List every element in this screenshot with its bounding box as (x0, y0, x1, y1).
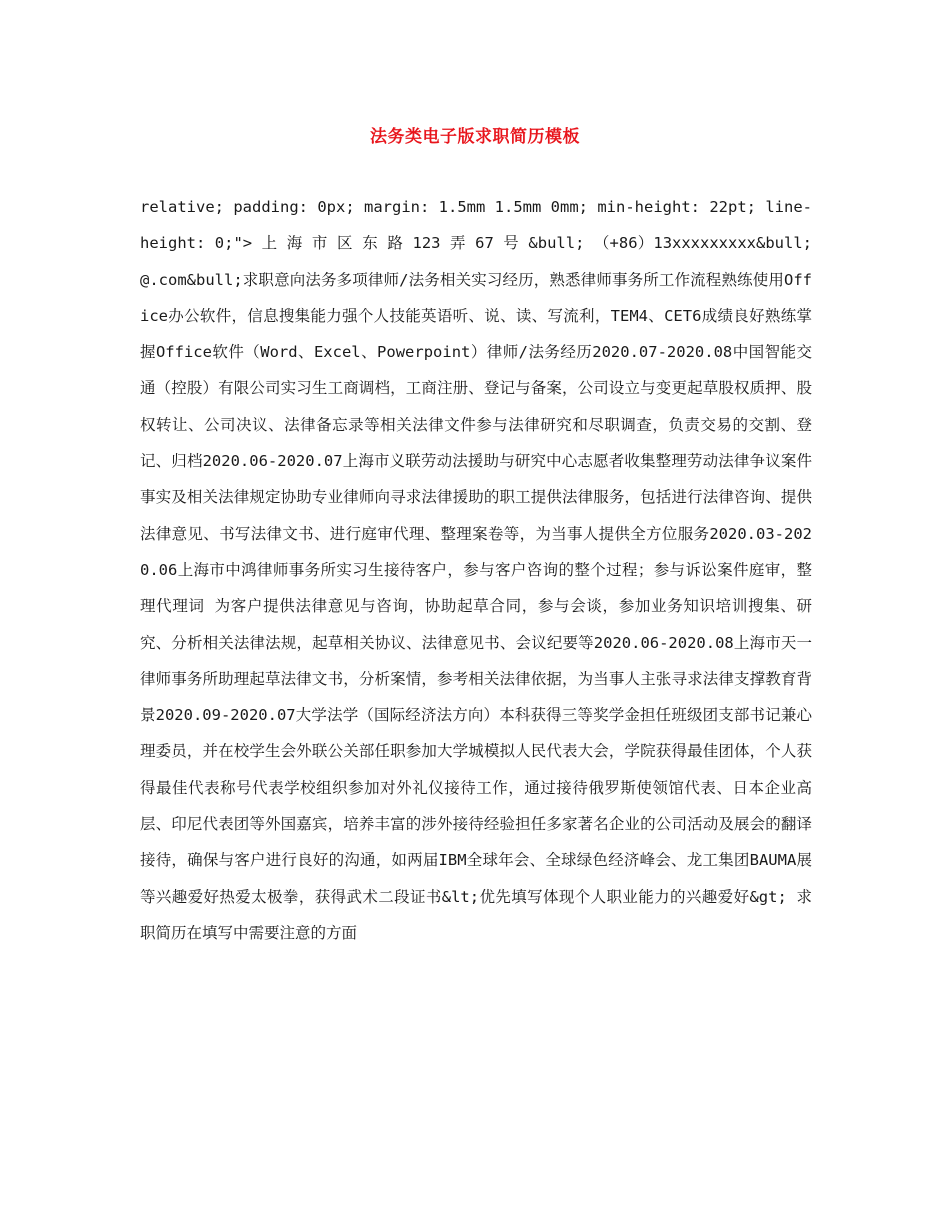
document-title: 法务类电子版求职简历模板 (370, 127, 580, 147)
document-body-text: relative; padding: 0px; margin: 1.5mm 1.5mm 0mm; min-height: 22pt; line-height: 0;"> 上 海 市 区 东 路 123 弄 67 号 &bull; （+86）13xxxxxxxxx&bull;@.com&bull;求职意向法务多项律师/法务相关实习经历，熟悉律师事务所工作流程熟练使用Office办公软件，信息搜集能力强个人技能英语听、说、读、写流利，TEM4、CET6成绩良好熟练掌握Office软件（Word、Excel、Powerpoint）律师/法务经历2020.07-2020.08中国智能交通（控股）有限公司实习生工商调档，工商注册、登记与备案，公司设立与变更起草股权质押、股权转让、公司决议、法律备忘录等相关法律文件参与法律研究和尽职调查，负责交易的交割、登记、归档2020.06-2020.07上海市义联劳动法援助与研究中心志愿者收集整理劳动法律争议案件事实及相关法律规定协助专业律师向寻求法律援助的职工提供法律服务，包括进行法律咨询、提供法律意见、书写法律文书、进行庭审代理、整理案卷等，为当事人提供全方位服务2020.03-2020.06上海市中鸿律师事务所实习生接待客户，参与客户咨询的整个过程；参与诉讼案件庭审，整理代理词 为客户提供法律意见与咨询，协助起草合同，参与会谈，参加业务知识培训搜集、研究、分析相关法律法规，起草相关协议、法律意见书、会议纪要等2020.06-2020.08上海市天一律师事务所助理起草法律文书，分析案情，参考相关法律依据，为当事人主张寻求法律支撑教育背景2020.09-2020.07大学法学（国际经济法方向）本科获得三等奖学金担任班级团支部书记兼心理委员，并在校学生会外联公关部任职参加大学城模拟人民代表大会，学院获得最佳团体，个人获得最佳代表称号代表学校组织参加对外礼仪接待工作，通过接待俄罗斯使领馆代表、日本企业高层、印尼代表团等外国嘉宾，培养丰富的涉外接待经验担任多家著名企业的公司活动及展会的翻译接待，确保与客户进行良好的沟通，如两届IBM全球年会、全球绿色经济峰会、龙工集团BAUMA展等兴趣爱好热爱太极拳，获得武术二段证书&lt;优先填写体现个人职业能力的兴趣爱好&gt; 求职简历在填写中需要注意的方面 (140, 198, 812, 942)
